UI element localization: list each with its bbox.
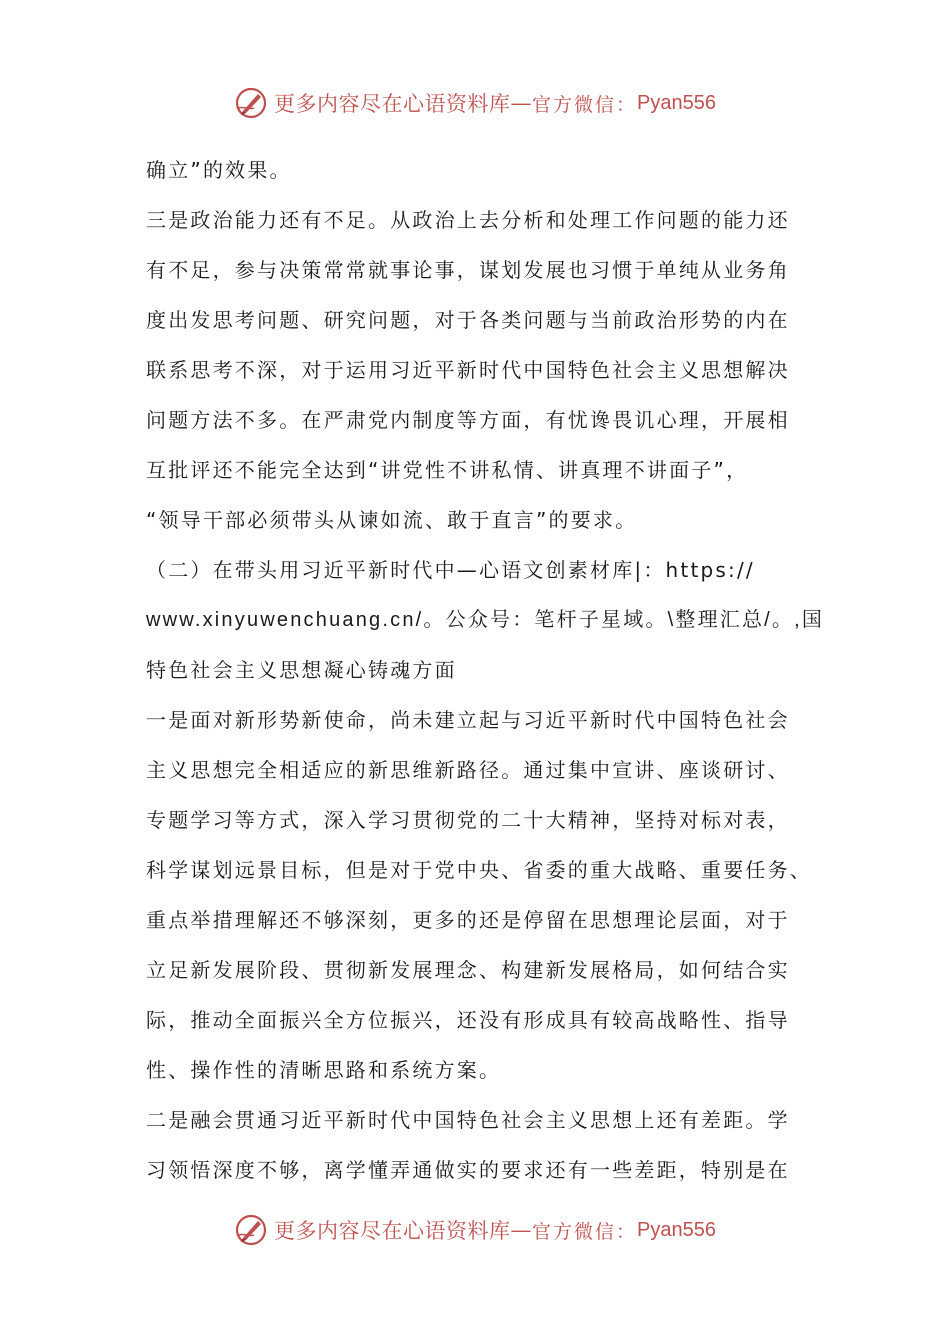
text-line: 度出发思考问题、研究问题，对于各类问题与当前政治形势的内在: [146, 308, 790, 332]
text-line: 确立”的效果。: [146, 158, 292, 182]
section-heading-line: 特色社会主义思想凝心铸魂方面: [146, 658, 457, 682]
text-line: 主义思想完全相适应的新思维新路径。通过集中宣讲、座谈研讨、: [146, 758, 790, 782]
section-heading-line: （二）在带头用习近平新时代中—心语文创素材库|：https://: [146, 558, 755, 582]
text-line: 三是政治能力还有不足。从政治上去分析和处理工作问题的能力还: [146, 208, 790, 232]
banner-wechat-label: 官方微信：: [532, 93, 638, 116]
text-line: 有不足，参与决策常常就事论事，谋划发展也习惯于单纯从业务角: [146, 258, 790, 282]
banner-text: 更多内容尽在心语资料库: [274, 92, 511, 116]
pen-quill-icon: [234, 86, 268, 120]
text-line: 习领悟深度不够，离学懂弄通做实的要求还有一些差距，特别是在: [146, 1158, 790, 1182]
banner-wechat-id: Pyan556: [637, 91, 716, 114]
text-line: 科学谋划远景目标，但是对于党中央、省委的重大战略、重要任务、: [146, 858, 812, 882]
document-body: [146, 145, 826, 1195]
banner-dash: —: [510, 91, 532, 115]
text-line: 性、操作性的清晰思路和系统方案。: [146, 1058, 502, 1082]
watermark-url-line: www.xinyuwenchuang.cn/。公众号：笔杆子星域。\整理汇总/。,国: [146, 609, 825, 631]
text-line: 二是融会贯通习近平新时代中国特色社会主义思想上还有差距。学: [146, 1108, 790, 1132]
banner-text: 更多内容尽在心语资料库: [274, 1219, 511, 1243]
text-line: 一是面对新形势新使命，尚未建立起与习近平新时代中国特色社会: [146, 708, 790, 732]
header-watermark-banner: [0, 83, 950, 123]
banner-wechat-id: Pyan556: [637, 1218, 716, 1241]
text-line: 联系思考不深，对于运用习近平新时代中国特色社会主义思想解决: [146, 358, 790, 382]
text-line: 专题学习等方式，深入学习贯彻党的二十大精神，坚持对标对表，: [146, 808, 790, 832]
text-line: 重点举措理解还不够深刻，更多的还是停留在思想理论层面，对于: [146, 908, 790, 932]
text-line: 问题方法不多。在严肃党内制度等方面，有忧谗畏讥心理，开展相: [146, 408, 790, 432]
pen-quill-icon: [234, 1213, 268, 1247]
footer-watermark-banner: [0, 1210, 950, 1250]
text-line: “领导干部必须带头从谏如流、敢于直言”的要求。: [146, 508, 638, 532]
text-line: 际，推动全面振兴全方位振兴，还没有形成具有较高战略性、指导: [146, 1008, 790, 1032]
banner-dash: —: [510, 1218, 532, 1242]
text-line: 互批评还不能完全达到“讲党性不讲私情、讲真理不讲面子”，: [146, 458, 749, 482]
banner-wechat-label: 官方微信：: [532, 1220, 638, 1243]
text-line: 立足新发展阶段、贯彻新发展理念、构建新发展格局，如何结合实: [146, 958, 790, 982]
